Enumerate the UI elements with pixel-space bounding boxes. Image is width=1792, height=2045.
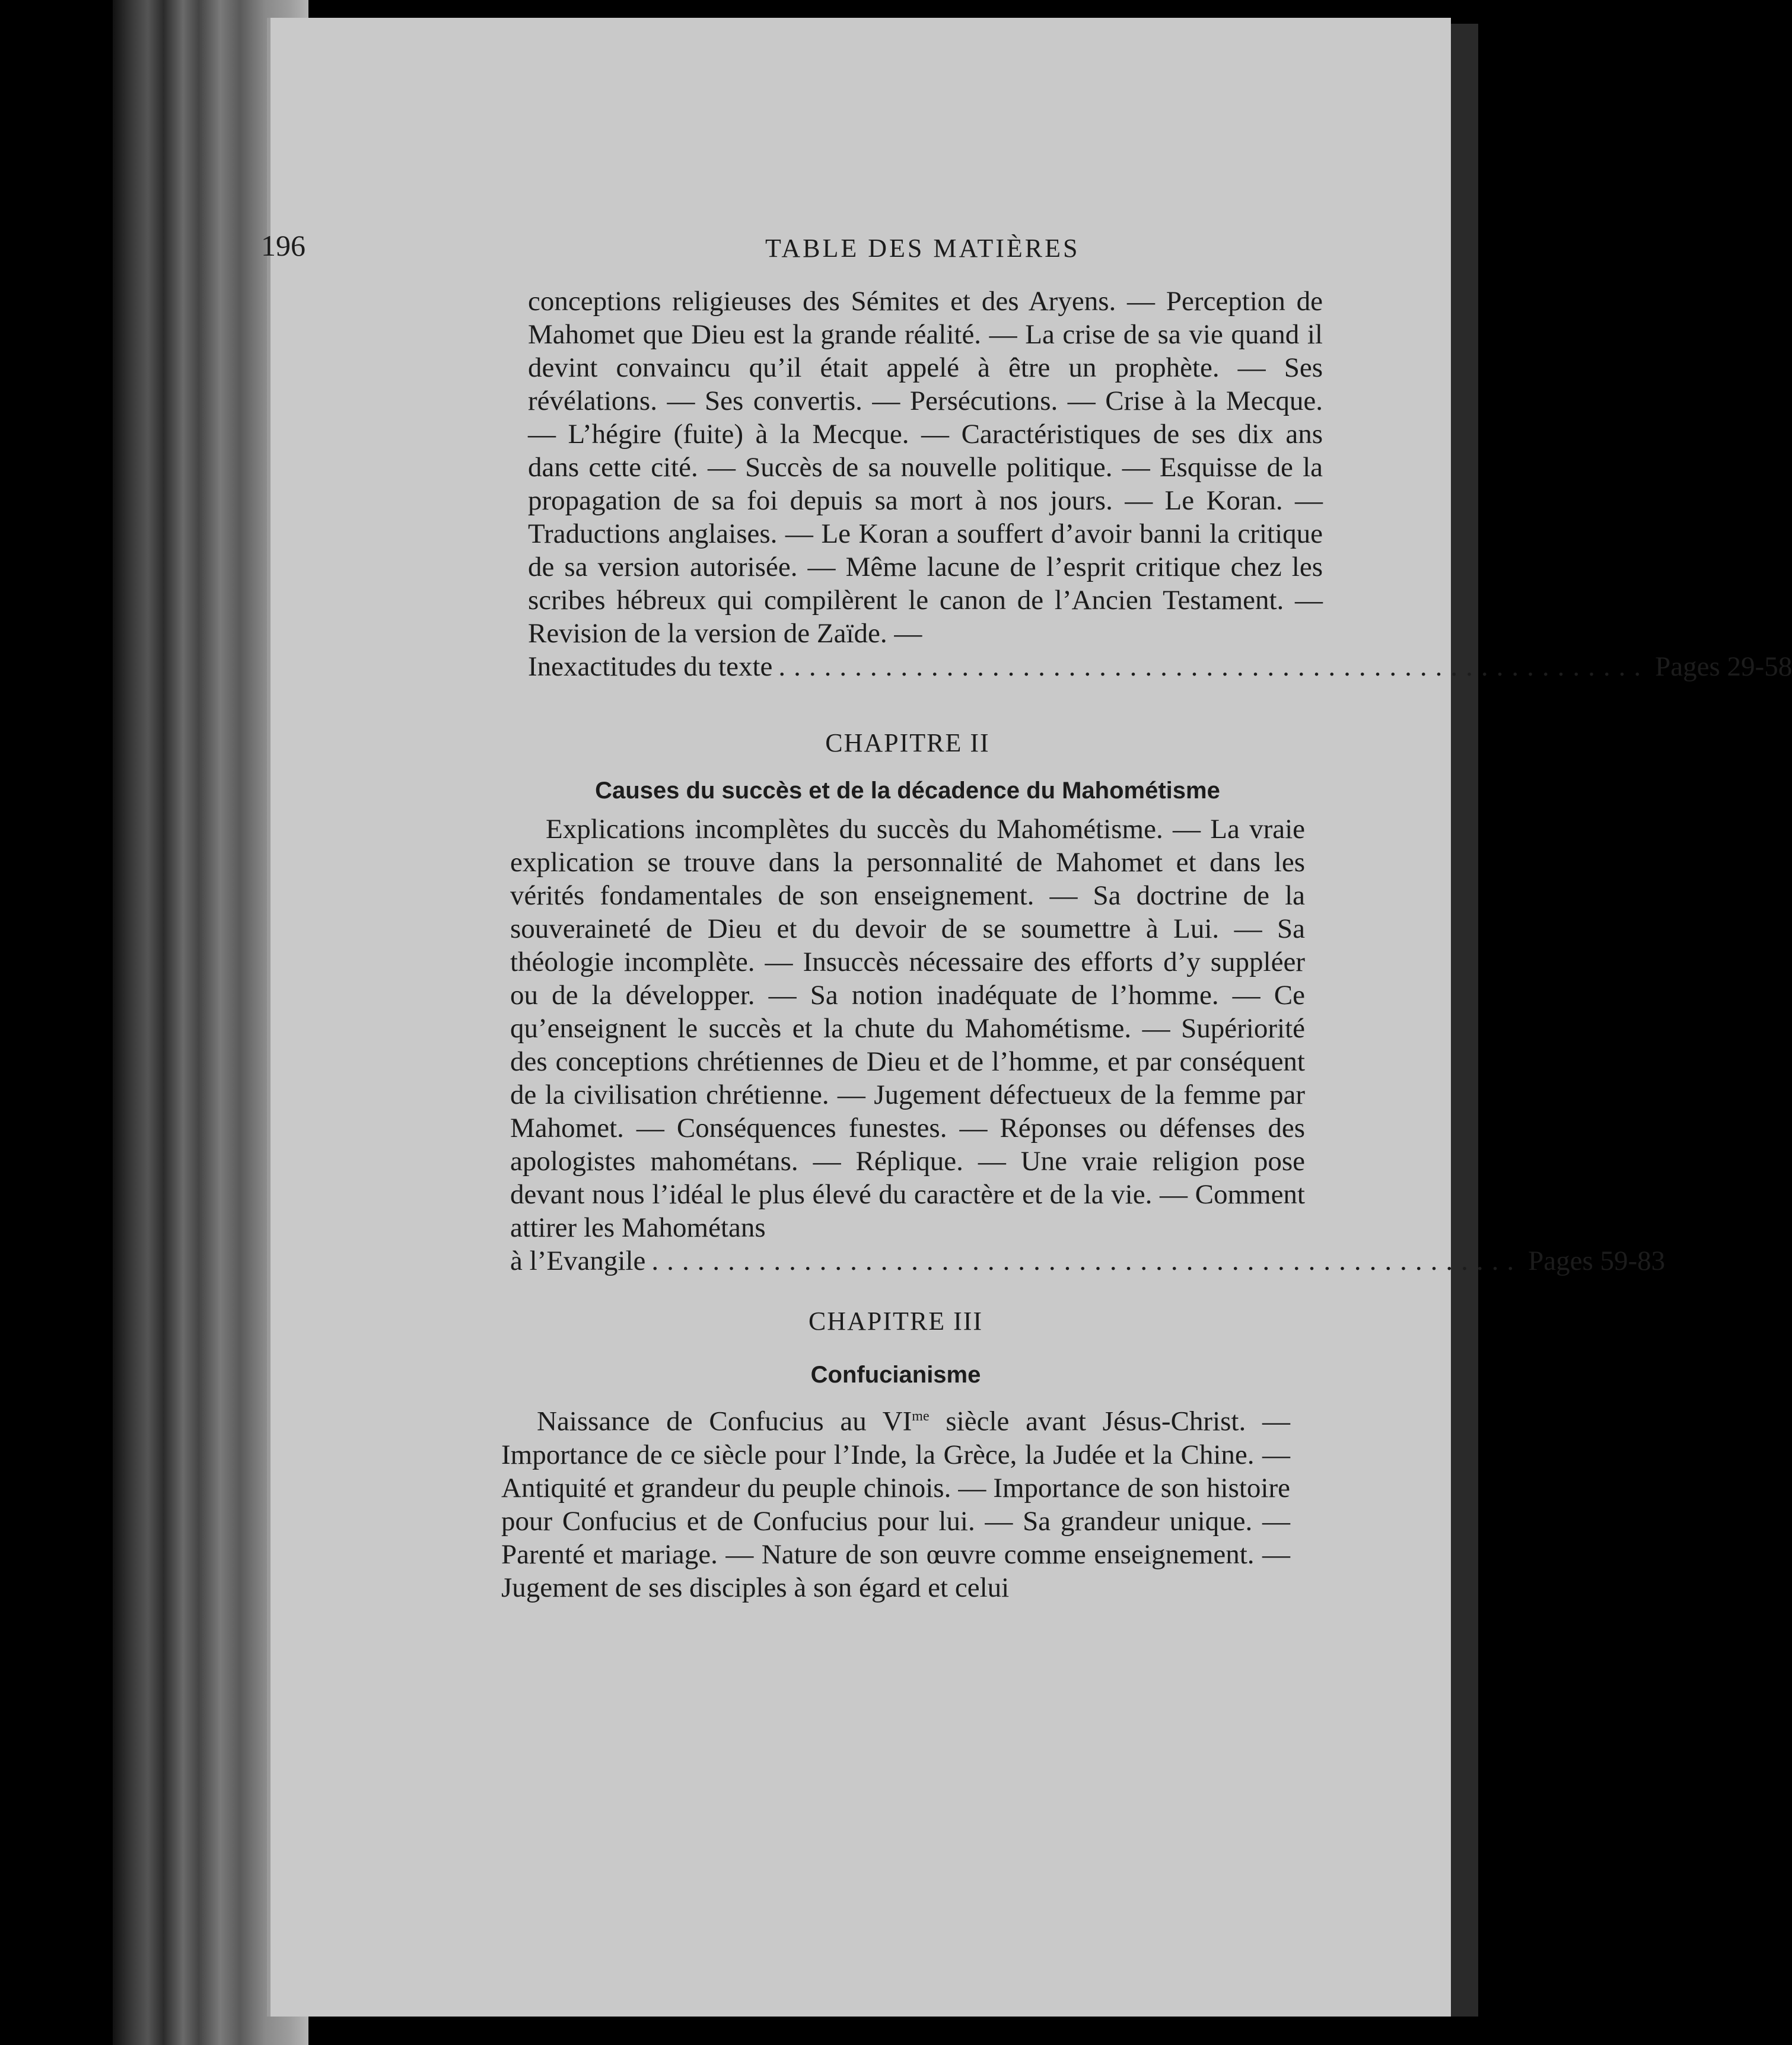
chapter2-pages: Pages 59-83 — [1528, 1246, 1666, 1276]
chapter3-summary-text — [501, 1400, 1290, 1604]
chapter1-summary — [528, 285, 1792, 683]
running-title: TABLE DES MATIÈRES — [765, 234, 1080, 263]
page-number: 196 — [261, 229, 305, 262]
chapter2-section — [510, 727, 1666, 1296]
leader-dots: ......................................................... — [778, 651, 1650, 682]
chapter1-last-line: Inexactitudes du texte — [528, 651, 773, 682]
chapter3-text-start: Naissance de Confucius au VI — [537, 1406, 912, 1437]
ordinal-superscript: me — [912, 1409, 930, 1424]
chapter2-summary-text: Explications incomplètes du succès du Mahométisme. — La vraie explication se trouve dans la personnalité de Mahomet et dans les vérités fondamentales de son enseignement. — Sa doctrine de la souveraineté de Dieu et du devoir de se soumettre à Lui. — Sa théologie incomplète. — Insuccès nécessaire des efforts d’y suppléer ou de la développer. — Sa notion inadéquate de l’homme. — Ce qu’enseignent le succès et la chute du Mahométisme. — Supériorité des conceptions chrétiennes de Dieu et de l’homme, et par conséquent de la civilisation chrétienne. — Jugement défectueux de la femme par Mahomet. — Conséquences funestes. — Réponses ou défenses des apologistes mahométans. — Réplique. — Une vraie religion pose devant nous l’idéal le plus élevé du caractère et de la vie. — Comment attirer les Mahométans — [510, 814, 1305, 1243]
chapter3-section — [501, 1305, 1290, 1613]
chapter3-text-rest: siècle avant Jésus-Christ. — Importance de ce siècle pour l’Inde, la Grèce, la Judée et la Chine. — Antiquité et grandeur du peuple chinois. — Importance de son histoire pour Confucius et de Confucius pour lui. — Sa grandeur unique. — Parenté et mariage. — Nature de son œuvre comme enseignement. — Jugement de ses disciples à son égard et celui — [501, 1406, 1290, 1603]
page-header — [261, 228, 1352, 264]
chapter3-title: Confucianisme — [810, 1362, 981, 1388]
leader-dots: ......................................................... — [651, 1246, 1523, 1276]
chapter1-pages: Pages 29-58 — [1655, 651, 1792, 682]
chapter2-pages-line — [510, 1244, 1666, 1278]
book-edge-right — [1447, 24, 1478, 2017]
chapter2-title: Causes du succès et de la décadence du Mahométisme — [595, 778, 1220, 804]
chapter3-label: CHAPITRE III — [808, 1307, 983, 1336]
chapter1-summary-text: conceptions religieuses des Sémites et des Aryens. — Perception de Mahomet que Dieu est la grande réalité. — La crise de sa vie quand il devint convaincu qu’il était appelé à être un prophète. — Ses révélations. — Ses convertis. — Persécutions. — Crise à la Mecque. — L’hégire (fuite) à la Mecque. — Caractéristiques de ses dix ans dans cette cité. — Succès de sa nouvelle politique. — Esquisse de la propagation de sa foi depuis sa mort à nos jours. — Le Koran. — Traductions anglaises. — Le Koran a souffert d’avoir banni la critique de sa version autorisée. — Même lacune de l’esprit critique chez les scribes hébreux qui compilèrent le canon de l’Ancien Testament. — Revision de la version de Zaïde. — — [528, 286, 1323, 649]
chapter2-last-line: à l’Evangile — [510, 1246, 646, 1276]
chapter1-pages-line — [528, 650, 1792, 683]
chapter2-label: CHAPITRE II — [825, 728, 990, 757]
